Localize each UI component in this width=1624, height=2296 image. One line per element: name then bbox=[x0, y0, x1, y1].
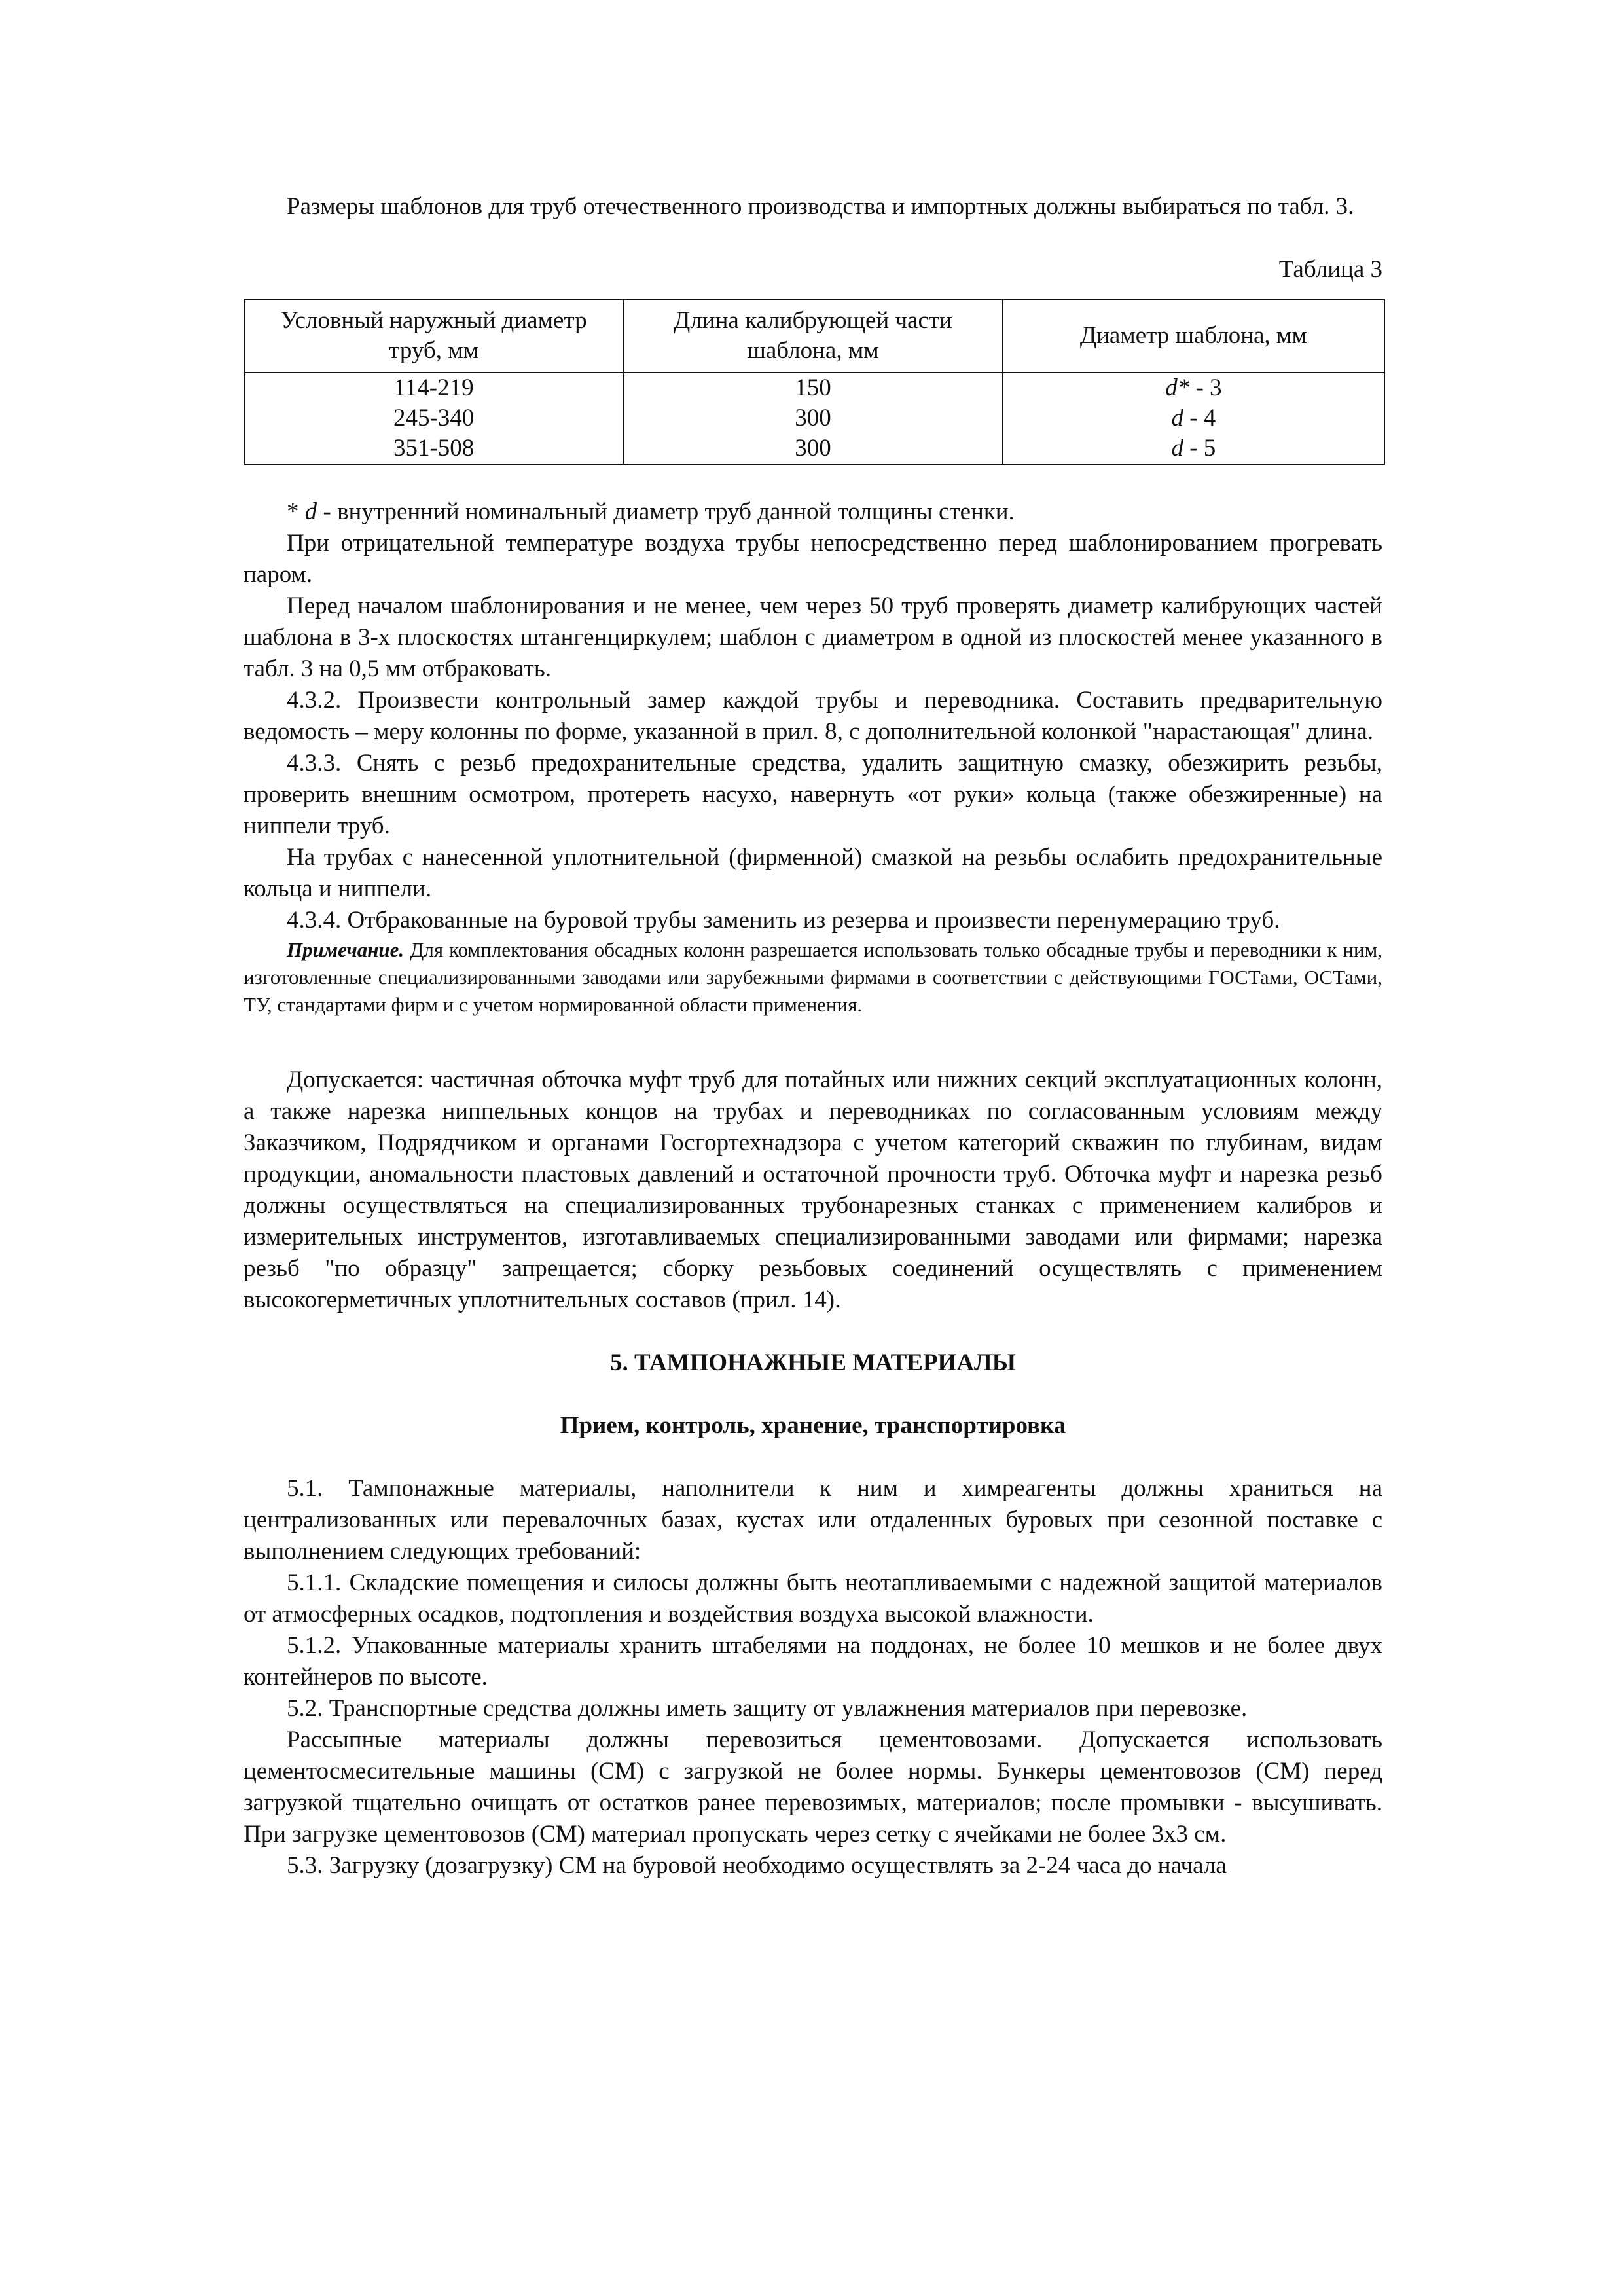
paragraph: 5.3. Загрузку (дозагрузку) СМ на буровой необходимо осуществлять за 2-24 часа до начала bbox=[287, 1852, 1227, 1879]
subsection-title: Прием, контроль, хранение, транспортировка bbox=[560, 1412, 1066, 1439]
table-row bbox=[244, 403, 1384, 433]
diameter-symbol: d bbox=[1171, 405, 1183, 431]
page-content bbox=[244, 191, 1382, 1882]
footnote-prefix: * bbox=[287, 498, 305, 525]
paragraph: 4.3.4. Отбракованные на буровой трубы заменить из резерва и произвести перенумерацию труб. bbox=[287, 907, 1280, 934]
header-outer-diameter: Условный наружный диаметр труб, мм bbox=[244, 299, 623, 373]
template-size-table bbox=[244, 299, 1385, 465]
cell-calibration-length: 300 bbox=[623, 403, 1002, 433]
cell-template-diameter bbox=[1003, 433, 1384, 464]
table-row bbox=[244, 373, 1384, 403]
cell-template-diameter bbox=[1003, 403, 1384, 433]
cell-calibration-length: 300 bbox=[623, 433, 1002, 464]
paragraph: 4.3.3. Снять с резьб предохранительные средства, удалить защитную смазку, обезжирить резьбы, проверить внешним осмотром, протереть насухо, навернуть «от руки» кольца (также обезжиренные) на ниппели труб. bbox=[244, 750, 1382, 839]
cell-outer-diameter: 114-219 bbox=[244, 373, 623, 403]
header-template-diameter: Диаметр шаблона, мм bbox=[1003, 299, 1384, 373]
paragraph: На трубах с нанесенной уплотнительной (фирменной) смазкой на резьбы ослабить предохранительные кольца и ниппели. bbox=[244, 844, 1382, 902]
diameter-offset: - 4 bbox=[1183, 405, 1216, 431]
header-calibration-length: Длина калибрующей части шаблона, мм bbox=[623, 299, 1002, 373]
diameter-offset: - 5 bbox=[1183, 435, 1216, 462]
note-paragraph bbox=[244, 936, 1382, 1019]
paragraph: 4.3.2. Произвести контрольный замер каждой трубы и переводника. Составить предварительную ведомость – меру колонны по форме, указанной в прил. 8, с дополнительной колонкой "нарастающая" длина. bbox=[244, 687, 1382, 745]
intro-paragraph: Размеры шаблонов для труб отечественного производства и импортных должны выбираться по табл. 3. bbox=[287, 193, 1354, 220]
paragraph: 5.1.1. Складские помещения и силосы должны быть неотапливаемыми с надежной защитой материалов от атмосферных осадков, подтопления и воздействия воздуха высокой влажности. bbox=[244, 1569, 1382, 1628]
cell-outer-diameter: 351-508 bbox=[244, 433, 623, 464]
cell-outer-diameter: 245-340 bbox=[244, 403, 623, 433]
diameter-symbol: d* bbox=[1165, 374, 1190, 401]
note-text: Для комплектования обсадных колонн разрешается использовать только обсадные трубы и переводники к ним, изготовленные специализированными заводами или зарубежными фирмами в соответствии с действующими ГОСТами, ОСТами, ТУ, стандартами фирм и с учетом нормированной области применения. bbox=[244, 938, 1382, 1016]
footnote-text: - внутренний номинальный диаметр труб данной толщины стенки. bbox=[317, 498, 1015, 525]
footnote-symbol: d bbox=[304, 498, 317, 525]
table-footnote bbox=[244, 496, 1382, 528]
paragraph: 5.1. Тампонажные материалы, наполнители к ним и химреагенты должны храниться на централизованных или перевалочных базах, кустах или отдаленных буровых при сезонной поставке с выполнением следующих требований: bbox=[244, 1475, 1382, 1565]
table-row bbox=[244, 433, 1384, 464]
allowed-paragraph: Допускается: частичная обточка муфт труб для потайных или нижних секций эксплуатационных колонн, а также нарезка ниппельных концов на трубах и переводниках по согласованным условиям между Заказчиком, Подрядчиком и органами Госгортехнадзора с учетом категорий скважин по глубинам, видам продукции, аномальности пластовых давлений и остаточной прочности труб. Обточка муфт и нарезка резьб должны осуществляться на специализированных трубонарезных станках с применением калибров и измерительных инструментов, изготавливаемых специализированными заводами или фирмами; нарезка резьб "по образцу" запрещается; сборку резьбовых соединений осуществлять с применением высокогерметичных уплотнительных составов (прил. 14). bbox=[244, 1066, 1382, 1313]
paragraph: При отрицательной температуре воздуха трубы непосредственно перед шаблонированием прогревать паром. bbox=[244, 530, 1382, 588]
section-title: 5. ТАМПОНАЖНЫЕ МАТЕРИАЛЫ bbox=[610, 1349, 1016, 1376]
note-label: Примечание. bbox=[287, 938, 405, 961]
paragraph: 5.1.2. Упакованные материалы хранить штабелями на поддонах, не более 10 мешков и не более двух контейнеров по высоте. bbox=[244, 1632, 1382, 1690]
cell-template-diameter bbox=[1003, 373, 1384, 403]
paragraph: Перед началом шаблонирования и не менее, чем через 50 труб проверять диаметр калибрующих частей шаблона в 3-х плоскостях штангенциркулем; шаблон с диаметром в одной из плоскостей менее указанного в табл. 3 на 0,5 мм отбраковать. bbox=[244, 592, 1382, 682]
diameter-offset: - 3 bbox=[1189, 374, 1222, 401]
cell-calibration-length: 150 bbox=[623, 373, 1002, 403]
table-caption: Таблица 3 bbox=[1278, 256, 1382, 283]
paragraph: Рассыпные материалы должны перевозиться цементовозами. Допускается использовать цементосмесительные машины (СМ) с загрузкой не более нормы. Бункеры цементовозов (СМ) перед загрузкой тщательно очищать от остатков ранее перевозимых, материалов; после промывки - высушивать. При загрузке цементовозов (СМ) материал пропускать через сетку с ячейками не более 3х3 см. bbox=[244, 1726, 1382, 1848]
table-header-row bbox=[244, 299, 1384, 373]
paragraph: 5.2. Транспортные средства должны иметь защиту от увлажнения материалов при перевозке. bbox=[287, 1695, 1248, 1722]
diameter-symbol: d bbox=[1171, 435, 1183, 462]
